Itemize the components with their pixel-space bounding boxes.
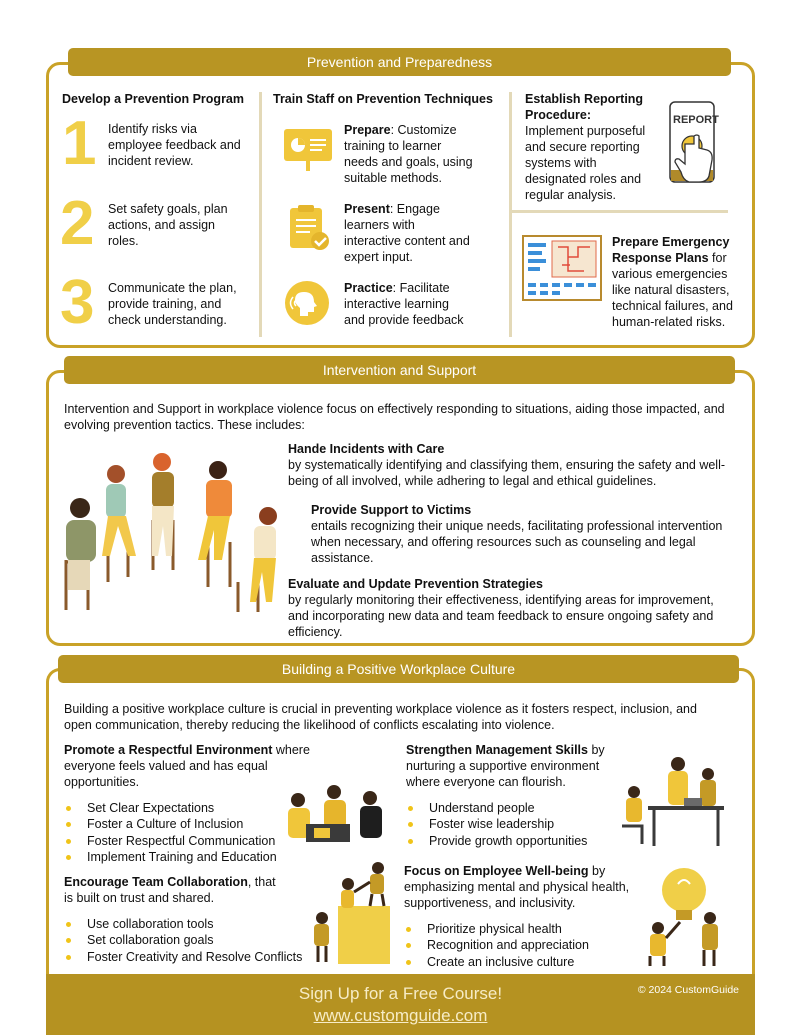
presentation-board-icon bbox=[282, 125, 334, 173]
column-divider bbox=[259, 92, 262, 337]
intervention-intro: Intervention and Support in workplace violence focus on effectively responding to situations, aiding those impacted, and evolving prevention tactics. These includes: bbox=[64, 402, 725, 432]
report-label: REPORT bbox=[673, 114, 719, 126]
train-staff-heading: Train Staff on Prevention Techniques bbox=[273, 92, 493, 106]
support-group-illustration bbox=[58, 452, 288, 614]
employee-wellbeing-text: Focus on Employee Well-being by emphasizing mental and physical health, supportiveness, and inclusivity. bbox=[404, 864, 630, 910]
copyright-text: © 2024 CustomGuide bbox=[637, 984, 739, 996]
footer-bar bbox=[46, 974, 755, 1035]
speaking-head-icon bbox=[284, 280, 330, 326]
management-skills-text: Strengthen Management Skills by nurturing a supportive environment where everyone can flourish. bbox=[406, 743, 605, 789]
website-link[interactable]: www.customguide.com bbox=[313, 1006, 488, 1025]
column-divider bbox=[509, 92, 512, 337]
list-item: Set collaboration goals bbox=[64, 932, 302, 948]
office-team-illustration bbox=[618, 756, 728, 848]
signup-cta[interactable]: Sign Up for a Free Course! bbox=[298, 984, 503, 1003]
collaboration-bullets bbox=[64, 916, 302, 965]
list-item: Create an inclusive culture bbox=[404, 954, 589, 970]
list-item: Implement Training and Education bbox=[64, 849, 277, 865]
reporting-procedure-text: Establish Reporting Procedure: Implement purposeful and secure reporting systems with designated roles and regular analysis. bbox=[525, 92, 646, 202]
teamwork-climb-illustration bbox=[308, 858, 392, 966]
practice-text: Practice: Facilitate interactive learning and provide feedback bbox=[344, 281, 464, 327]
step-text: Communicate the plan, provide training, and check understanding. bbox=[108, 281, 237, 327]
step-number: 3 bbox=[60, 268, 95, 337]
culture-banner: Building a Positive Workplace Culture bbox=[58, 655, 739, 683]
lightbulb-team-illustration bbox=[646, 864, 726, 970]
handle-incidents-text: Hande Incidents with Care by systematically identifying and classifying them, ensuring the safety and well- being of all involved, while adhering to legal and ethical guidelines. bbox=[288, 442, 726, 488]
evaluate-strategies-text: Evaluate and Update Prevention Strategies by regularly monitoring their effectiveness, identifying areas for improvement, and incorporating new data and team feedback to ensure ongoing safety and efficiency. bbox=[288, 577, 714, 639]
list-item: Prioritize physical health bbox=[404, 921, 589, 937]
evacuation-map-icon bbox=[522, 235, 602, 301]
list-item: Foster wise leadership bbox=[406, 816, 587, 832]
step-text: Identify risks via employee feedback and incident review. bbox=[108, 122, 241, 168]
step-text: Set safety goals, plan actions, and assign roles. bbox=[108, 202, 228, 248]
report-phone-illustration bbox=[668, 100, 734, 204]
list-item: Recognition and appreciation bbox=[404, 937, 589, 953]
wellbeing-bullets bbox=[404, 921, 589, 970]
list-item: Use collaboration tools bbox=[64, 916, 302, 932]
step-number: 2 bbox=[60, 189, 95, 258]
prepare-text: Prepare: Customize training to learner needs and goals, using suitable methods. bbox=[344, 123, 473, 185]
list-item: Foster a Culture of Inclusion bbox=[64, 816, 277, 832]
team-meeting-illustration bbox=[284, 778, 392, 848]
prevention-banner: Prevention and Preparedness bbox=[68, 48, 731, 76]
culture-intro: Building a positive workplace culture is crucial in preventing workplace violence as it fosters respect, inclusion, and open communication, thereby reducing the likelihood of conflicts escalating into violence. bbox=[64, 702, 697, 732]
team-collaboration-text: Encourage Team Collaboration, that is built on trust and shared. bbox=[64, 875, 276, 905]
respectful-environment-text: Promote a Respectful Environment where everyone feels valued and has equal opportunities. bbox=[64, 743, 310, 789]
list-item: Set Clear Expectations bbox=[64, 800, 277, 816]
support-victims-text: Provide Support to Victims entails recognizing their unique needs, facilitating professional intervention when necessary, and offering resources such as counseling and legal assistance. bbox=[311, 503, 723, 565]
respectful-bullets bbox=[64, 800, 277, 865]
develop-program-heading: Develop a Prevention Program bbox=[62, 92, 245, 106]
list-item: Foster Respectful Communication bbox=[64, 833, 277, 849]
clipboard-check-icon bbox=[284, 203, 332, 253]
list-item: Provide growth opportunities bbox=[406, 833, 587, 849]
column-divider bbox=[512, 210, 728, 213]
step-number: 1 bbox=[62, 109, 97, 178]
present-text: Present: Engage learners with interactive content and expert input. bbox=[344, 202, 470, 264]
intervention-banner: Intervention and Support bbox=[64, 356, 735, 384]
list-item: Foster Creativity and Resolve Conflicts bbox=[64, 949, 302, 965]
emergency-plans-text: Prepare Emergency Response Plans for various emergencies like natural disasters, technical failures, and human-related risks. bbox=[612, 235, 733, 329]
list-item: Understand people bbox=[406, 800, 587, 816]
management-bullets bbox=[406, 800, 587, 849]
